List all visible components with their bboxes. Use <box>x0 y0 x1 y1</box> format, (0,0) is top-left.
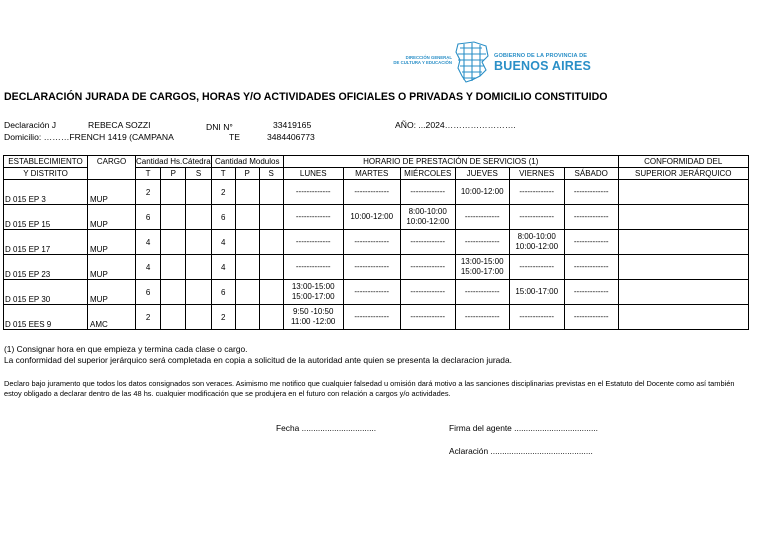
cargo-cell: MUP <box>88 180 136 205</box>
schedule-lunes-cell <box>283 205 343 230</box>
horas-t-cell: 4 <box>136 255 161 280</box>
horas-s-cell <box>186 305 211 330</box>
header-superior: SUPERIOR JERÁRQUICO <box>618 168 748 180</box>
modulos-t-cell: 4 <box>211 230 235 255</box>
sworn-declaration-text: Declaro bajo juramento que todos los datos consignados son veraces. Asimismo me notifico que cualquier falsedad u omisión dará motivo a las sanciones disciplinarias previstas en el Estatuto del Docente como así también estoy obligado a declarar dentro de las 48 hs. cualquier modificación que se produjera en el futuro con relación a cargos y/o actividades. <box>4 379 735 398</box>
note-2: La conformidad del superior jerárquico será completada en copia a solicitud de la autoridad ante quien se presenta la declaracion jurada. <box>4 355 512 365</box>
horas-p-cell <box>161 180 186 205</box>
schedule-jueves-cell <box>455 205 509 230</box>
header-establecimiento: ESTABLECIMIENTO <box>4 156 88 168</box>
establecimiento-cell: D 015 EP 30 <box>4 280 88 305</box>
time-slot: ------------- <box>410 312 446 321</box>
header-conformidad: CONFORMIDAD DEL <box>618 156 748 168</box>
establecimiento-cell: D 015 EP 23 <box>4 255 88 280</box>
time-slot: 15:00-17:00 <box>460 267 504 276</box>
schedule-sabado-cell <box>564 230 618 255</box>
horas-t-cell: 6 <box>136 280 161 305</box>
time-slot: 10:00-12:00 <box>350 212 394 221</box>
establecimiento-cell: D 015 EES 9 <box>4 305 88 330</box>
horas-p-cell <box>161 230 186 255</box>
te-value: 3484406773 <box>267 132 315 142</box>
subheader-s: S <box>186 168 211 180</box>
modulos-p-cell <box>235 230 259 255</box>
schedule-lunes-cell <box>283 280 343 305</box>
time-slot: 15:00-17:00 <box>291 292 335 301</box>
horas-s-cell <box>186 280 211 305</box>
modulos-s-cell <box>259 205 283 230</box>
modulos-p-cell <box>235 180 259 205</box>
time-slot: 10:00-12:00 <box>460 187 504 196</box>
horas-s-cell <box>186 255 211 280</box>
day-sabado: SÁBADO <box>564 168 618 180</box>
horas-t-cell: 6 <box>136 205 161 230</box>
time-slot: 10:00-12:00 <box>515 242 559 251</box>
time-slot: ------------- <box>519 187 555 196</box>
header-horario: HORARIO DE PRESTACIÓN DE SERVICIOS (1) <box>283 156 618 168</box>
schedule-lunes-cell <box>283 230 343 255</box>
modulos-p-cell <box>235 305 259 330</box>
logo-text-right: GOBIERNO DE LA PROVINCIA DE BUENOS AIRES <box>494 53 592 73</box>
schedule-viernes-cell <box>509 205 564 230</box>
schedule-martes-cell <box>343 280 400 305</box>
time-slot: 8:00-10:00 <box>408 207 447 216</box>
time-slot: 13:00-15:00 <box>291 282 335 291</box>
schedule-sabado-cell <box>564 180 618 205</box>
conformidad-cell <box>618 305 748 330</box>
dni-value: 33419165 <box>273 120 312 130</box>
subheader-p: P <box>235 168 259 180</box>
logo-text-left: DIRECCIÓN GENERAL DE CULTURA Y EDUCACIÓN <box>393 55 452 65</box>
conformidad-cell <box>618 280 748 305</box>
time-slot: ------------- <box>464 312 500 321</box>
modulos-t-cell: 6 <box>211 205 235 230</box>
day-lunes: LUNES <box>283 168 343 180</box>
time-slot: ------------- <box>573 187 609 196</box>
time-slot: ------------- <box>295 237 331 246</box>
cargo-cell: MUP <box>88 255 136 280</box>
modulos-s-cell <box>259 305 283 330</box>
horas-p-cell <box>161 280 186 305</box>
modulos-t-cell: 2 <box>211 305 235 330</box>
modulos-p-cell <box>235 255 259 280</box>
time-slot: ------------- <box>354 187 390 196</box>
horas-s-cell <box>186 205 211 230</box>
schedule-lunes-cell <box>283 180 343 205</box>
horas-s-cell <box>186 230 211 255</box>
horas-t-cell: 2 <box>136 180 161 205</box>
schedule-sabado-cell <box>564 305 618 330</box>
time-slot: ------------- <box>519 262 555 271</box>
time-slot: 8:00-10:00 <box>517 232 556 241</box>
time-slot: ------------- <box>464 237 500 246</box>
establecimiento-cell: D 015 EP 15 <box>4 205 88 230</box>
establecimiento-cell: D 015 EP 17 <box>4 230 88 255</box>
horas-p-cell <box>161 205 186 230</box>
subheader-t: T <box>136 168 161 180</box>
day-viernes: VIERNES <box>509 168 564 180</box>
schedule-miercoles-cell <box>400 230 455 255</box>
schedule-martes-cell <box>343 255 400 280</box>
schedule-jueves-cell <box>455 280 509 305</box>
schedule-martes-cell <box>343 305 400 330</box>
schedule-body <box>4 180 749 330</box>
firma-field: Firma del agente .................................... <box>449 423 598 433</box>
schedule-miercoles-cell <box>400 255 455 280</box>
te-label: TE <box>229 132 240 142</box>
table-row <box>4 230 749 255</box>
modulos-s-cell <box>259 230 283 255</box>
schedule-jueves-cell <box>455 180 509 205</box>
horas-p-cell <box>161 255 186 280</box>
time-slot: ------------- <box>410 237 446 246</box>
schedule-viernes-cell <box>509 280 564 305</box>
table-row <box>4 205 749 230</box>
time-slot: 13:00-15:00 <box>460 257 504 266</box>
schedule-viernes-cell <box>509 230 564 255</box>
time-slot: ------------- <box>573 287 609 296</box>
table-row <box>4 180 749 205</box>
day-miercoles: MIÉRCOLES <box>400 168 455 180</box>
cargo-cell: MUP <box>88 205 136 230</box>
dni-label: DNI N° <box>206 122 233 132</box>
header-cantidad-horas: Cantidad Hs.Cátedra <box>136 157 211 166</box>
schedule-lunes-cell <box>283 305 343 330</box>
time-slot: 15:00-17:00 <box>515 287 559 296</box>
conformidad-cell <box>618 180 748 205</box>
cargo-cell: AMC <box>88 305 136 330</box>
declarante-name: REBECA SOZZI <box>88 120 151 130</box>
table-row <box>4 280 749 305</box>
fecha-field: Fecha ................................ <box>276 423 377 433</box>
subheader-t: T <box>211 168 235 180</box>
modulos-t-cell: 4 <box>211 255 235 280</box>
time-slot: ------------- <box>519 312 555 321</box>
schedule-martes-cell <box>343 205 400 230</box>
time-slot: ------------- <box>464 212 500 221</box>
schedule-lunes-cell <box>283 255 343 280</box>
schedule-martes-cell <box>343 230 400 255</box>
time-slot: 9:50 -10:50 <box>292 307 334 316</box>
time-slot: ------------- <box>410 262 446 271</box>
schedule-viernes-cell <box>509 180 564 205</box>
schedule-viernes-cell <box>509 305 564 330</box>
conformidad-cell <box>618 205 748 230</box>
time-slot: ------------- <box>354 287 390 296</box>
schedule-sabado-cell <box>564 255 618 280</box>
schedule-sabado-cell <box>564 205 618 230</box>
schedule-miercoles-cell <box>400 280 455 305</box>
cargo-cell: MUP <box>88 280 136 305</box>
time-slot: 10:00-12:00 <box>406 217 450 226</box>
anio-field: AÑO: ...2024……………………. <box>395 120 516 130</box>
time-slot: ------------- <box>573 237 609 246</box>
modulos-s-cell <box>259 280 283 305</box>
schedule-table <box>3 155 749 330</box>
time-slot: ------------- <box>354 237 390 246</box>
document-title: DECLARACIÓN JURADA DE CARGOS, HORAS Y/O ACTIVIDADES OFICIALES O PRIVADAS Y DOMICILIO CONSTITUIDO <box>4 91 608 103</box>
time-slot: ------------- <box>573 212 609 221</box>
schedule-viernes-cell <box>509 255 564 280</box>
schedule-miercoles-cell <box>400 205 455 230</box>
time-slot: ------------- <box>464 287 500 296</box>
aclaracion-field: Aclaración ............................................ <box>449 446 593 456</box>
time-slot: ------------- <box>354 262 390 271</box>
province-logo-icon <box>452 40 492 84</box>
table-row <box>4 255 749 280</box>
schedule-jueves-cell <box>455 255 509 280</box>
schedule-miercoles-cell <box>400 180 455 205</box>
modulos-s-cell <box>259 180 283 205</box>
time-slot: ------------- <box>295 187 331 196</box>
horas-t-cell: 4 <box>136 230 161 255</box>
time-slot: ------------- <box>295 262 331 271</box>
schedule-jueves-cell <box>455 305 509 330</box>
horas-p-cell <box>161 305 186 330</box>
header-cargo: CARGO <box>88 156 136 180</box>
schedule-jueves-cell <box>455 230 509 255</box>
time-slot: ------------- <box>573 312 609 321</box>
modulos-t-cell: 6 <box>211 280 235 305</box>
subheader-p: P <box>161 168 186 180</box>
domicilio-field: Domicilio: ………FRENCH 1419 (CAMPANA <box>4 132 174 142</box>
day-jueves: JUEVES <box>455 168 509 180</box>
declaracion-label: Declaración J <box>4 120 57 130</box>
modulos-s-cell <box>259 255 283 280</box>
header-distrito: Y DISTRITO <box>4 168 88 180</box>
horas-t-cell: 2 <box>136 305 161 330</box>
schedule-miercoles-cell <box>400 305 455 330</box>
modulos-p-cell <box>235 205 259 230</box>
table-row <box>4 305 749 330</box>
horas-s-cell <box>186 180 211 205</box>
time-slot: ------------- <box>410 187 446 196</box>
establecimiento-cell: D 015 EP 3 <box>4 180 88 205</box>
note-1: (1) Consignar hora en que empieza y termina cada clase o cargo. <box>4 344 248 354</box>
header-cantidad-modulos: Cantidad Modulos <box>211 156 283 168</box>
conformidad-cell <box>618 255 748 280</box>
time-slot: ------------- <box>573 262 609 271</box>
modulos-t-cell: 2 <box>211 180 235 205</box>
cargo-cell: MUP <box>88 230 136 255</box>
schedule-martes-cell <box>343 180 400 205</box>
schedule-sabado-cell <box>564 280 618 305</box>
time-slot: ------------- <box>410 287 446 296</box>
modulos-p-cell <box>235 280 259 305</box>
day-martes: MARTES <box>343 168 400 180</box>
time-slot: ------------- <box>519 212 555 221</box>
time-slot: ------------- <box>295 212 331 221</box>
conformidad-cell <box>618 230 748 255</box>
time-slot: 11:00 -12:00 <box>291 317 336 326</box>
subheader-s: S <box>259 168 283 180</box>
time-slot: ------------- <box>354 312 390 321</box>
